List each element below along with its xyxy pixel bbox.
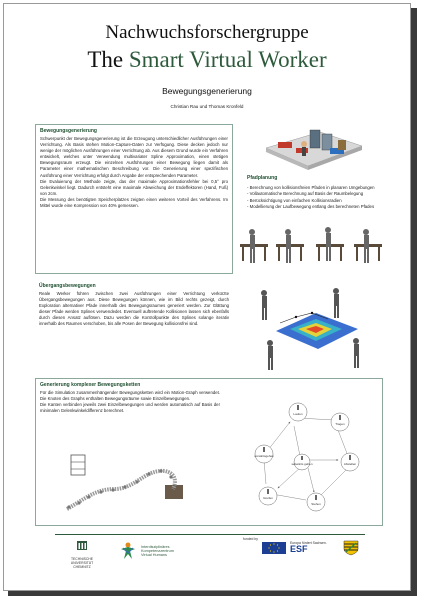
saxony-logo (342, 540, 364, 561)
footer-divider (55, 534, 365, 535)
kompetenz-line1: Interdisziplinäres (141, 545, 170, 549)
graph-node-label: Laufen (293, 412, 303, 416)
esf-logo (290, 541, 336, 554)
section-text-3: Die Messung des benötigten Speicherplatzes zeigten einen weiteren Vorteil des Verfahrens. Im Mittel wurde eine Kompression von 40% gemessen. (40, 196, 228, 209)
virtual-humans-logo (118, 541, 188, 561)
graph-node-label: Tragen (335, 422, 345, 426)
esf-subtext: Europa fördert Sachsen. (290, 541, 327, 545)
graph-node-label: Greifen (263, 496, 273, 500)
tu-logo-line1: TECHNISCHE UNIVERSITÄT (70, 557, 94, 565)
tu-chemnitz-emblem-icon (60, 540, 104, 552)
section-title: Pfadplanung (247, 175, 278, 181)
workstation-render-image (258, 126, 368, 172)
esf-wordmark: ESF (290, 544, 308, 554)
feature-item: - Berücksichtigung von einfachen Kollisionsradien (247, 197, 342, 203)
walking-path-image (55, 449, 191, 521)
section-title: Übergangsbewegungen (39, 283, 96, 289)
tu-logo-line2: CHEMNITZ (73, 565, 91, 569)
section-uebergangsbewegungen (35, 280, 233, 370)
motion-graph-diagram (238, 398, 376, 520)
section-pfadplanung (247, 175, 407, 211)
authors: Christian Rau und Thomas Kronfeld (170, 104, 244, 109)
eu-flag-icon (262, 542, 286, 554)
transition-motion-image (246, 283, 384, 375)
section-text-2: Die Kanten verbinden jeweils zwei Einzelbewegungen und werden automatisch auf Basis der minimalen Gelenkwinkeldifferenz berechnet. (40, 402, 220, 414)
virtual-humans-figure-icon (118, 541, 138, 561)
feature-item: - Berechnung von kollisionsfreien Pfaden in planaren Umgebungen (247, 185, 375, 190)
kompetenz-line2: Kompetenzzentrum (141, 549, 174, 553)
feature-list (247, 185, 407, 211)
title-line-1: Nachwuchsforschergruppe (105, 22, 309, 43)
page-shadow-bottom (8, 591, 417, 596)
graph-node-label: Abstellen (343, 462, 357, 466)
worker-poses-image (238, 224, 386, 274)
funded-by-label: funded by (243, 537, 258, 541)
graph-node-label: Stehen (311, 502, 321, 506)
title-prefix: The (87, 47, 129, 72)
graph-node-label: seitwärts gehen (291, 462, 313, 466)
kompetenz-line3: Virtual Humans (141, 553, 167, 557)
saxony-coat-of-arms-icon (342, 540, 360, 556)
feature-item: - Vollautomatische Berechnung auf Basis der Raumbelegung (247, 191, 364, 197)
section-text: Schwerpunkt der Bewegungsgenerierung ist die Erzeugung unterschiedlicher Ausführungen einer Verrichtung. Als Basis stehen Motion-Capture-Daten zur Verfügung. Diese decken jedoch nur wenige der möglichen Ausführungen einer Verrichtung ab. Aus diesem Grund wurde ein Verfahren entwickelt, welches unter Verwendung multivariater Spline Approximation, einen stetigen Bewegungsraum erzeugt. Die einzelnen Ausführungen einer Bewegung liegen damit als Parameter einer mathematischen Beschreibung vor. Die Generierung einer spezifischen Ausführung einer Verrichtung erfolgt durch Angabe der entsprechenden Parameter. (40, 136, 228, 178)
section-text: Für die Simulation zusammenhängender Bewegungsketten wird ein Motion-Graph verwendet. Die Knoten des Graphs enthalten Bewegungsräume sowie Einzelbewegungen. (40, 390, 220, 402)
feature-item: - Modellierung der Laufbewegung entlang des berechneten Pfades (247, 204, 375, 210)
section-bewegungsgenerierung (35, 124, 233, 274)
section-text-2: Die Evaluierung der Methode zeigte, das der maximale Approximationsfehler bei 0,5° pro Gelenkwinkel liegt. Dadurch entsteht eine maximale Abweichung der Endeffektoren (Hand, Fuß) von 2cm. (40, 178, 228, 196)
title-line-2 (0, 47, 414, 73)
section-text: Reale Werker führen zwischen zwei Ausführungen einer Verrichtung verkürzte Übergangsbewegungen aus. Diese Bewegungen können, wie im Bild rechts gezeigt, durch Exploration alternativer Pfade innerhalb des Bewegungsraumes generiert werden. Zur Glättung dieser Pfade werden Splines verwendedet. Eventuell auftretende Kollisionen lassen sich ebenfalls durch diesen Ansatz auflösen. Dazu werden die Kontrollpunkte des Splines solange iterativ innerhalb des Raumes verschoben, bis alle Posen der Bewegung kollisionsfrei sind. (39, 291, 229, 327)
subtitle: Bewegungsgenerierung (162, 86, 252, 96)
eu-logo (262, 541, 286, 557)
tu-chemnitz-logo (60, 539, 104, 569)
title-highlight: Smart Virtual Worker (128, 47, 327, 72)
section-title: Bewegungsgenerierung (40, 128, 97, 134)
graph-node-label: vorwärtsgehen (254, 454, 274, 458)
section-title: Generierung komplexer Bewegungsketten (40, 382, 141, 388)
